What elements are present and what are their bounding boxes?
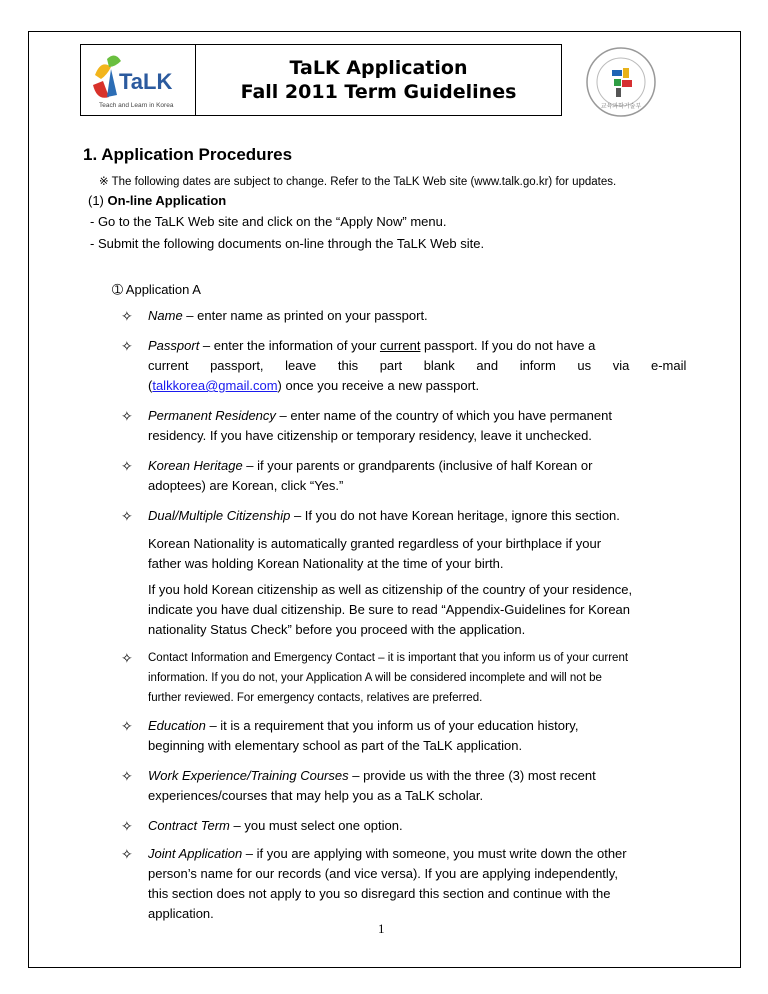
item-education-line2: beginning with elementary school as part of the TaLK application. — [148, 738, 523, 753]
item-joint-line2: person’s name for our records (and vice versa). If you are applying independently, — [148, 866, 618, 881]
item-joint-line4: application. — [148, 906, 214, 921]
item-passport-line2: current passport, leave this part blank and inform us via e-mail — [148, 358, 687, 373]
item-name — [148, 306, 428, 326]
page-number: 1 — [378, 921, 385, 936]
bullet-heritage-icon: ✧ — [121, 458, 133, 474]
dates-note: ※ The following dates are subject to change. Refer to the TaLK Web site (www.talk.go.kr) for updates. — [99, 176, 617, 188]
item-contact-line2: information. If you do not, your Application A will be considered incomplete and will not be — [148, 672, 602, 684]
item-joint-line3: this section does not apply to you so disregard this section and continue with the — [148, 886, 611, 901]
seal-text: 교육과학기술부 — [600, 103, 642, 110]
item-work-line1 — [148, 766, 596, 786]
item-education-text1: – it is a requirement that you inform us of your education history, — [205, 718, 579, 733]
item-work-line2: experiences/courses that may help you as a TaLK scholar. — [148, 788, 484, 803]
header-table — [80, 44, 562, 116]
bullet-contract-icon: ✧ — [121, 818, 133, 834]
item-passport-term: Passport — [148, 338, 200, 353]
online-line1: - Go to the TaLK Web site and click on the “Apply Now” menu. — [90, 214, 447, 229]
item-passport-text3: ) once you receive a new passport. — [277, 378, 480, 393]
item-permanent-text1: – enter name of the country of which you have permanent — [275, 408, 612, 423]
item-contact-term: Contact Information and Emergency Contact — [148, 652, 375, 664]
bullet-permanent-icon: ✧ — [121, 408, 133, 424]
item-work-text1: – provide us with the three (3) most recent — [348, 768, 596, 783]
bullet-contact-icon: ✧ — [121, 650, 133, 666]
item-permanent-line2: residency. If you have citizenship or temporary residency, leave it unchecked. — [148, 428, 592, 443]
online-line2: - Submit the following documents on-line through the TaLK Web site. — [90, 236, 485, 251]
item-dual-line4: If you hold Korean citizenship as well as citizenship of the country of your residence, — [148, 582, 633, 597]
item-work-term: Work Experience/Training Courses — [148, 768, 349, 783]
document-title-line2: Fall 2011 Term Guidelines — [240, 81, 517, 103]
online-heading — [88, 193, 226, 208]
bullet-passport-icon: ✧ — [121, 338, 133, 354]
item-dual-line3: father was holding Korean Nationality at the time of your birth. — [148, 556, 504, 571]
item-dual-text1: – If you do not have Korean heritage, ignore this section. — [290, 508, 620, 523]
online-number: (1) — [88, 193, 104, 208]
item-passport-text2: passport. If you do not have a — [420, 338, 596, 353]
item-education-line1 — [148, 716, 578, 736]
item-contact-line3: further reviewed. For emergency contacts, relatives are preferred. — [148, 692, 483, 704]
item-passport-text1: – enter the information of your — [199, 338, 380, 353]
item-passport-current: current — [379, 338, 421, 353]
item-education-term: Education — [148, 718, 206, 733]
item-heritage-text1: – if your parents or grandparents (inclusive of half Korean or — [242, 458, 593, 473]
email-link[interactable]: talkkorea@gmail.com — [152, 378, 278, 393]
item-name-text: – enter name as printed on your passport. — [182, 308, 428, 323]
ministry-seal-icon — [585, 46, 657, 118]
item-dual-line2: Korean Nationality is automatically granted regardless of your birthplace if your — [148, 536, 602, 551]
document-title-line1: TaLK Application — [289, 57, 468, 79]
talk-logo-icon — [81, 45, 193, 113]
item-heritage-term: Korean Heritage — [148, 458, 243, 473]
item-joint-text1: – if you are applying with someone, you must write down the other — [242, 846, 627, 861]
item-dual-term: Dual/Multiple Citizenship — [148, 508, 291, 523]
bullet-joint-icon: ✧ — [121, 846, 133, 862]
application-a-title: ➀ Application A — [112, 282, 201, 297]
item-dual-line5: indicate you have dual citizenship. Be sure to read “Appendix-Guidelines for Korean — [148, 602, 631, 617]
item-heritage-line2: adoptees) are Korean, click “Yes.” — [148, 478, 344, 493]
item-contact-text1: – it is important that you inform us of your current — [374, 652, 629, 664]
online-title: On-line Application — [107, 193, 227, 208]
item-dual-line1 — [148, 506, 620, 526]
item-contract-term: Contract Term — [148, 818, 230, 833]
item-passport-line3: (talkkorea@gmail.com) once you receive a new passport. — [148, 378, 480, 393]
item-passport-line1 — [148, 336, 688, 356]
header — [80, 44, 562, 116]
item-contact-line1 — [148, 648, 628, 668]
item-contract-text: – you must select one option. — [229, 818, 403, 833]
logo-text: TaLK — [119, 69, 173, 94]
item-permanent-term: Permanent Residency — [148, 408, 276, 423]
logo-cell — [81, 45, 196, 115]
bullet-education-icon: ✧ — [121, 718, 133, 734]
bullet-name-icon: ✧ — [121, 308, 133, 324]
section-heading: 1. Application Procedures — [83, 145, 293, 164]
bullet-dual-icon: ✧ — [121, 508, 133, 524]
item-joint-term: Joint Application — [148, 846, 243, 861]
item-heritage-line1 — [148, 456, 592, 476]
item-contract-line1 — [148, 816, 403, 836]
logo-tagline: Teach and Learn in Korea — [99, 102, 174, 109]
item-dual-line6: nationality Status Check” before you proceed with the application. — [148, 622, 526, 637]
title-cell — [196, 45, 561, 115]
item-joint-line1 — [148, 844, 627, 864]
item-permanent-line1 — [148, 406, 612, 426]
item-name-term: Name — [148, 308, 183, 323]
bullet-work-icon: ✧ — [121, 768, 133, 784]
